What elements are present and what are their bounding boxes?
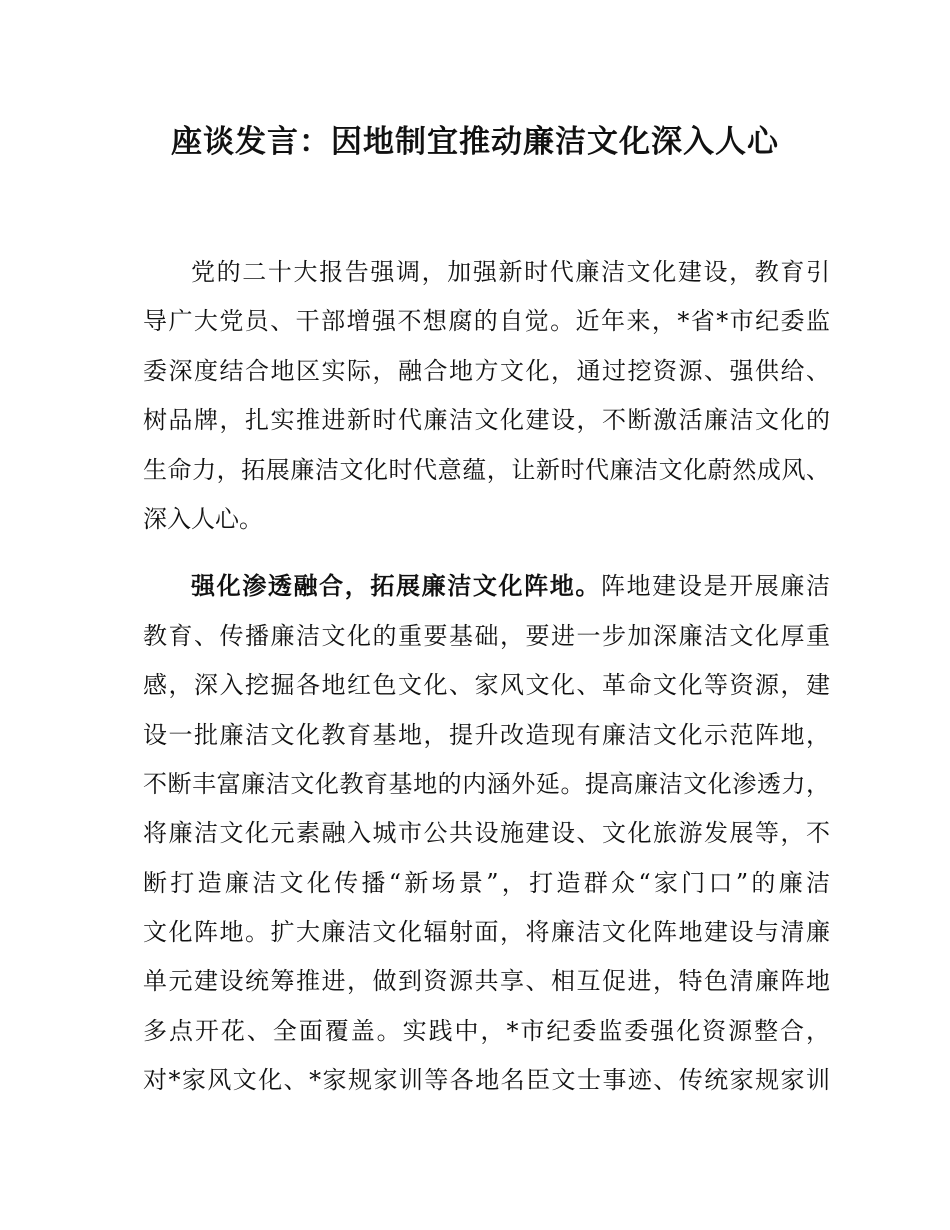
text-line: 导广大党员、干部增强不想腐的自觉。近年来，*省*市纪委监: [143, 307, 830, 336]
paragraph-intro: [143, 252, 830, 548]
text-line: 将廉洁文化元素融入城市公共设施建设、文化旅游发展等，不: [143, 819, 830, 848]
page-title: 座谈发言：因地制宜推动廉洁文化深入人心: [171, 124, 779, 160]
text-line: 树品牌，扎实推进新时代廉洁文化建设，不断激活廉洁文化的: [143, 406, 830, 435]
text-line: 单元建设统筹推进，做到资源共享、相互促进，特色清廉阵地: [143, 967, 830, 996]
text-span: 阵地建设是开展廉洁: [601, 572, 830, 601]
text-line: 多点开花、全面覆盖。实践中，*市纪委监委强化资源整合，: [143, 1016, 830, 1045]
text-line: [143, 566, 830, 615]
text-line: 不断丰富廉洁文化教育基地的内涵外延。提高廉洁文化渗透力，: [143, 769, 830, 798]
text-line: 对*家风文化、*家规家训等各地名臣文士事迹、传统家规家训: [143, 1066, 830, 1095]
text-line: 断打造廉洁文化传播“新场景”，打造群众“家门口”的廉洁: [143, 868, 830, 897]
text-line: 感，深入挖掘各地红色文化、家风文化、革命文化等资源，建: [143, 671, 830, 700]
text-line: 深入人心。: [143, 504, 263, 533]
text-line: 教育、传播廉洁文化的重要基础，要进一步加深廉洁文化厚重: [143, 621, 830, 650]
paragraph-section-1: [143, 566, 830, 1109]
text-line: 设一批廉洁文化教育基地，提升改造现有廉洁文化示范阵地，: [143, 720, 830, 749]
section-heading: 强化渗透融合，拓展廉洁文化阵地。: [191, 572, 601, 601]
document-body: [143, 252, 830, 1110]
text-line: 党的二十大报告强调，加强新时代廉洁文化建设，教育引: [191, 258, 830, 286]
text-line: 委深度结合地区实际，融合地方文化，通过挖资源、强供给、: [143, 356, 830, 385]
text-line: 生命力，拓展廉洁文化时代意蕴，让新时代廉洁文化蔚然成风、: [143, 455, 830, 484]
text-line: 文化阵地。扩大廉洁文化辐射面，将廉洁文化阵地建设与清廉: [143, 918, 830, 947]
